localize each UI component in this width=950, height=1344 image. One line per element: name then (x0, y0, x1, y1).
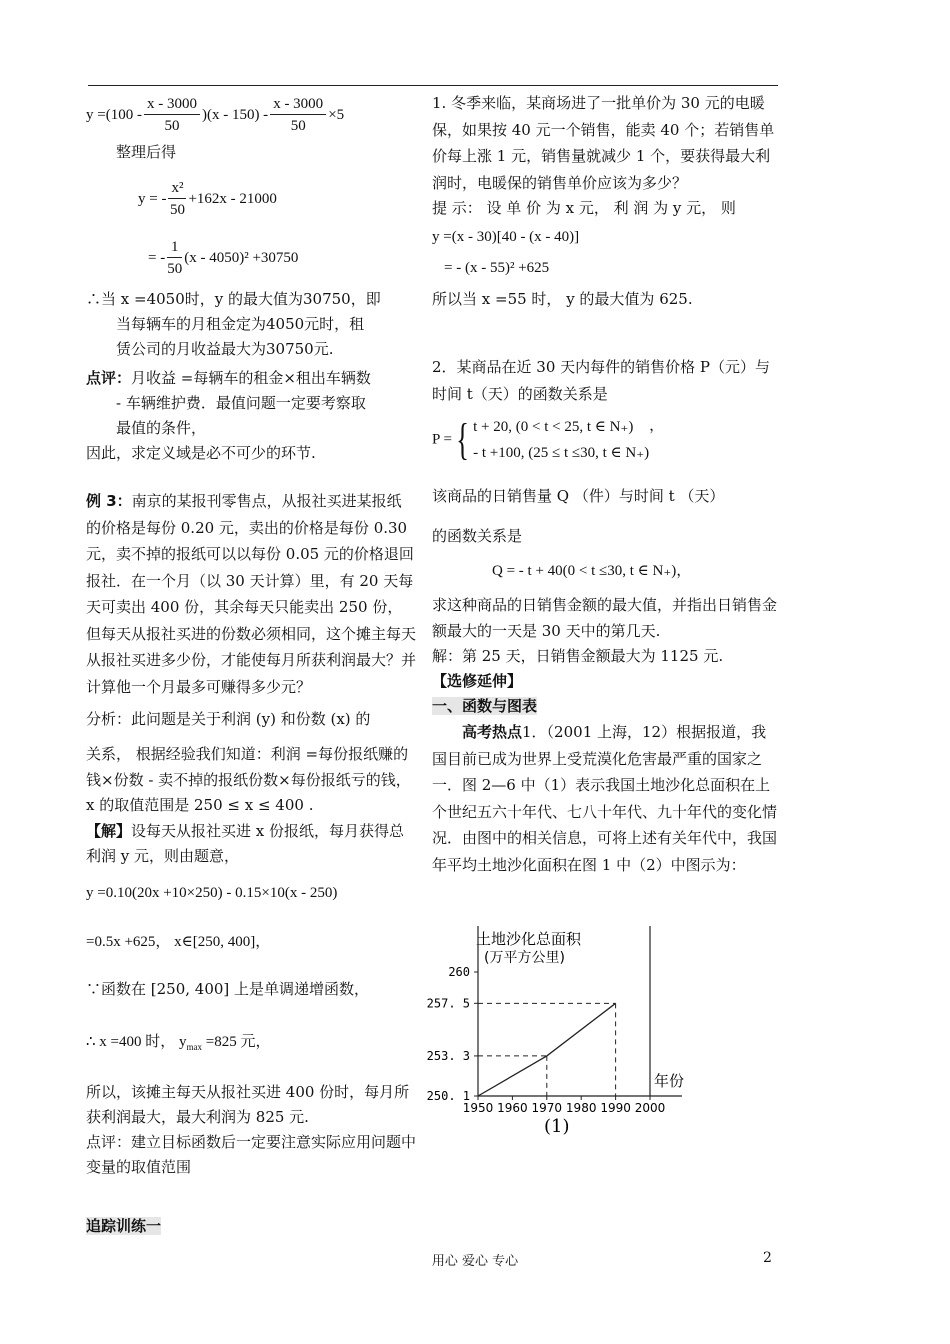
chart-x-tick-label: 1980 (565, 1101, 597, 1115)
equation-y-expression: y =(100 - $\frac{x - 3000}{50}$ )(x - 150) - $\frac{x - 3000}{50}$ ×5 (86, 96, 345, 135)
conclusion-line-1: ∴当 x =4050时，y 的最大值为30750，即 (86, 290, 381, 308)
comment-block: 点评：月收益 =每辆车的租金×租出车辆数 (86, 369, 371, 387)
problem-2-answer: 解：第 25 天，日销售金额最大为 1125 元. (432, 647, 724, 665)
final-answer: 所以，该摊主每天从报社买进 400 份时，每月所获利润最大，最大利润为 825 元. (86, 1082, 410, 1126)
conclusion-line-2: 当每辆车的月租金定为4050元时，租 (116, 315, 365, 333)
quantity-equation: Q = - t + 40(0 < t ≤30, t ∈ N₊)， (492, 563, 692, 579)
chart-y-tick-label: 257. 5 (426, 996, 470, 1011)
quantity-line: 该商品的日销售量 Q （件）与时间 t （天） (432, 487, 725, 505)
answer-1: 所以当 x =55 时， y 的最大值为 625. (432, 290, 693, 308)
chart-series-line (478, 1003, 616, 1096)
problem-1: 1. 冬季来临，某商场进了一批单价为 30 元的电暖保，如果按 40 元一个销售，能卖 40 个；若销售单价每上涨 1 元，销售量就减少 1 个，要获得最大利润时，电暖保的销售单价应该为多少？ (432, 94, 775, 192)
max-statement: ∴ x =400 时， $y_{max} =825$ 元， (86, 1033, 271, 1052)
section-heading: 一、函数与图表 (432, 697, 538, 715)
chart-xlabel: 年份 (654, 1072, 685, 1090)
monotonic-statement: ∵函数在 [250, 400] 上是单调递增函数， (86, 979, 370, 998)
equation-profit-simplified: =0.5x +625， x∈[250, 400]， (86, 933, 271, 950)
chart-caption: (1) (544, 1116, 570, 1137)
footer-text: 用心 爱心 专心 (431, 1254, 519, 1269)
solution-intro: 【解】设每天从报社买进 x 份报纸，每月获得总利润 y 元，则由题意， (86, 821, 405, 865)
left-column (86, 90, 416, 1239)
problem-2-question: 求这种商品的日销售金额的最大值，并指出日销售金额最大的一天是 30 天中的第几天. (432, 596, 778, 640)
example-3-label: 例 3： (86, 492, 132, 510)
analysis-line-1: 分析：此问题是关于利润 (y) 和份数 (x) 的 (86, 710, 371, 728)
hot-topic: 高考热点1．（2001 上海，12）根据报道，我国目前已成为世界上受荒漠化危害最严重的国家之一．图 2—6 中（1）表示我国土地沙化总面积在上个世纪五六十年代、七八十年代、九十年代的变化情况．由图中的相关信息，可将上述有关年代中，我国年平均土地沙化面积在图 1 中（2）中图示为： (432, 723, 778, 874)
chart-x-tick-label: 1970 (531, 1101, 563, 1115)
comment-line-2: - 车辆维护费．最值问题一定要考察取 (116, 394, 366, 412)
chart-x-tick-label: 1950 (462, 1101, 494, 1115)
equation-r2: = - (x - 55)² +625 (444, 260, 550, 276)
chart-ylabel-line2: (万平方公里) (484, 950, 565, 966)
piecewise-function: P ={ t + 20, (0 < t < 25, t ∈ N₊) - t +100, (25 ≤ t ≤30, t ∈ N₊) ， (432, 415, 665, 464)
conclusion-line-3: 赁公司的月收益最大为30750元. (116, 340, 334, 358)
problem-2: 2．某商品在近 30 天内每件的销售价格 P（元）与时间 t（天）的函数关系是 (432, 358, 771, 403)
comment-line-3: 最值的条件， (116, 419, 207, 437)
chart-y-tick-label: 260 (448, 965, 470, 979)
chart-x-tick-label: 2000 (634, 1101, 666, 1115)
equation-simplified: y = - $\frac{\text{x²}}{50}$ +162x - 21000 (138, 180, 277, 219)
chart-x-tick-label: 1960 (497, 1101, 528, 1115)
chart-y-tick-label: 253. 3 (426, 1048, 470, 1063)
analysis-line-2: 关系， 根据经验我们知道：利润 =每份报纸赚的钱×份数 - 卖不掉的报纸份数×每份报纸亏的钱，x 的取值范围是 250 ≤ x ≤ 400 . (86, 745, 411, 814)
equation-r1: y =(x - 30)[40 - (x - 40)] (432, 229, 580, 245)
track-heading: 追踪训练一 (86, 1216, 162, 1235)
equation-profit: y =0.10(20x +10×250) - 0.15×10(x - 250) (86, 884, 338, 901)
quantity-line-2: 的函数关系是 (432, 527, 523, 545)
page-number: 2 (763, 1250, 772, 1266)
right-column (432, 90, 778, 878)
final-comment: 点评：建立目标函数后一定要注意实际应用问题中变量的取值范围 (86, 1132, 417, 1176)
chart-ylabel-line1: 土地沙化总面积 (476, 930, 582, 948)
simplify-label: 整理后得 (116, 143, 177, 161)
solution-label: 【解】 (86, 821, 132, 840)
comment-label: 点评： (86, 369, 132, 387)
hot-topic-label: 高考热点 (462, 723, 523, 741)
hint-line: 提 示： 设 单 价 为 x 元， 利 润 为 y 元， 则 (432, 199, 736, 217)
comment-line-4: 因此，求定义域是必不可少的环节. (86, 444, 316, 462)
header-rule (88, 85, 778, 86)
example-3: 例 3：南京的某报刊零售点，从报社买进某报纸的价格是每份 0.20 元，卖出的价格是每份 0.30 元，卖不掉的报纸可以以每份 0.05 元的价格退回报社．在一个月（以 30 天计算）里，有 20 天每天可卖出 400 份，其余每天只能卖出 250 份，但每天从报社买进的份数必须相同，这个摊主每天从报社买进多少份，才能使每月所获利润最大？并计算他一个月最多可赚得多少元？ (86, 492, 417, 696)
extension-heading: 【选修延伸】 (432, 672, 523, 690)
desertification-chart (426, 926, 702, 1140)
chart-y-tick-label: 250. 1 (426, 1089, 470, 1103)
equation-vertex-form: = - $\frac{1}{50}$ (x - 4050)² +30750 (148, 239, 299, 278)
chart-x-tick-label: 1990 (600, 1101, 631, 1115)
